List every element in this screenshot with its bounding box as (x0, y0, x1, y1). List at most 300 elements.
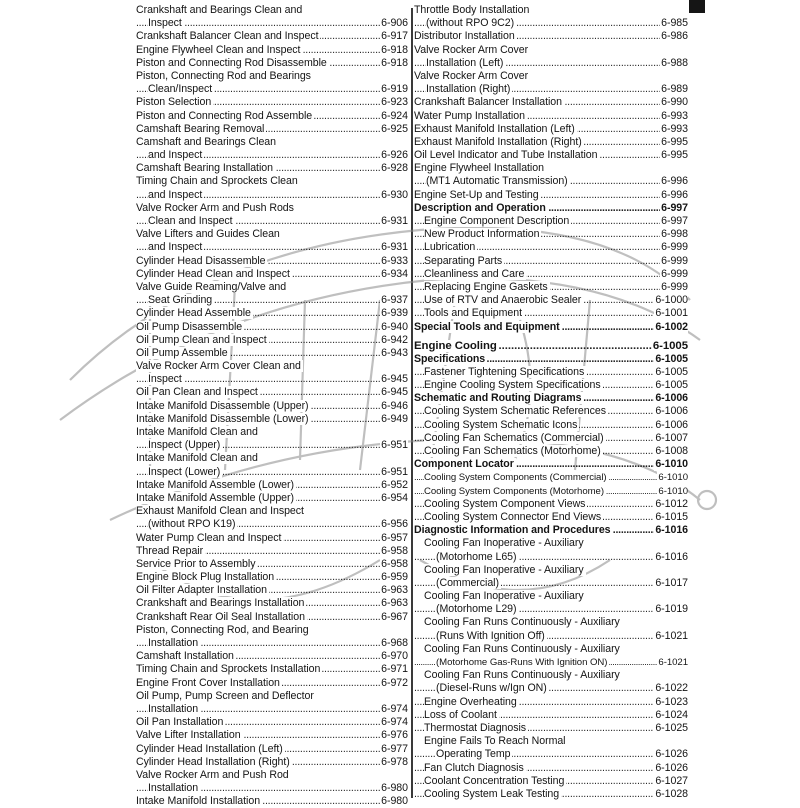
toc-entry-title: Cooling System Leak Testing (424, 787, 560, 800)
toc-entry-title: (MT1 Automatic Transmission) (426, 175, 568, 188)
toc-entry-title: Component Locator (414, 458, 514, 471)
toc-page-number: 6-988 (661, 56, 688, 69)
toc-entry (414, 590, 688, 603)
toc-entry (414, 458, 688, 471)
toc-entry (414, 577, 688, 590)
toc-entry-title: Oil Pan Clean and Inspect (136, 386, 258, 399)
toc-entry (136, 96, 408, 109)
toc-page-number: 6-1019 (655, 603, 688, 616)
toc-entry (136, 426, 408, 439)
toc-entry-title: Piston, Connecting Rod, and Bearing (136, 623, 309, 636)
toc-page-number: 6-945 (381, 373, 408, 386)
toc-entry (414, 735, 688, 748)
toc-left-column (136, 4, 408, 808)
toc-entry-title: Water Pump Installation (414, 109, 525, 122)
toc-entry-title: Installation (148, 702, 199, 715)
toc-entry (136, 466, 408, 479)
toc-entry (136, 532, 408, 545)
toc-entry-title: Valve Lifters and Guides Clean (136, 228, 280, 241)
toc-entry (414, 110, 688, 123)
toc-entry-title: Piston and Connecting Rod Assemble (136, 109, 313, 122)
toc-entry (136, 690, 408, 703)
toc-entry-title: Specifications (414, 352, 486, 365)
toc-entry (414, 96, 688, 109)
toc-entry-title: Engine Component Description (424, 215, 570, 227)
toc-page-number: 6-1028 (655, 787, 688, 800)
toc-page-number: 6-968 (381, 637, 408, 649)
toc-entry (414, 4, 688, 17)
toc-entry (136, 782, 408, 795)
toc-entry-title: (Commercial) (436, 576, 499, 589)
toc-entry (414, 83, 688, 96)
toc-entry (136, 334, 408, 347)
toc-page-number: 6-943 (381, 346, 408, 359)
toc-entry-title: Engine Flywheel Installation (414, 162, 544, 175)
toc-entry (414, 537, 688, 550)
toc-entry (414, 419, 688, 432)
toc-page-number: 6-970 (381, 650, 408, 663)
toc-entry (414, 511, 688, 524)
toc-page-number: 6-931 (381, 215, 408, 227)
toc-entry (414, 616, 688, 629)
toc-entry-title: Inspect (Upper) (148, 439, 221, 452)
toc-entry-title: Intake Manifold Clean and (136, 426, 258, 438)
toc-page-number: 6-919 (381, 83, 408, 96)
toc-entry (414, 70, 688, 83)
toc-page-number: 6-937 (381, 294, 408, 307)
toc-page-number: 6-1022 (655, 682, 688, 695)
toc-page-number: 6-998 (661, 228, 688, 241)
toc-page-number: 6-1008 (655, 445, 688, 457)
toc-entry-title: Engine Set-Up and Testing (414, 188, 539, 201)
toc-entry (136, 360, 408, 373)
toc-entry-title: Inspect (148, 17, 182, 30)
toc-entry (136, 505, 408, 518)
toc-page-number: 6-985 (661, 17, 688, 30)
toc-entry-title: Valve Guide Reaming/Valve and (136, 280, 287, 293)
toc-page-number: 6-967 (381, 610, 408, 623)
toc-entry (136, 57, 408, 70)
toc-entry-title: Engine Flywheel Clean and Inspect (136, 43, 301, 56)
toc-page-number: 6-918 (381, 56, 408, 69)
toc-page-number: 6-989 (661, 83, 688, 96)
toc-entry-title: Cleanliness and Care (424, 267, 525, 280)
toc-page-number: 6-939 (381, 307, 408, 320)
toc-entry-title: Intake Manifold Disassemble (Lower) (136, 412, 309, 425)
toc-page-number: 6-1017 (655, 576, 688, 589)
toc-page-number: 6-1007 (655, 431, 688, 444)
toc-page-number: 6-942 (381, 333, 408, 346)
toc-entry (414, 748, 688, 761)
toc-entry-title: Timing Chain and Sprockets Installation (136, 663, 321, 676)
toc-entry (414, 353, 688, 366)
toc-entry-title: Cooling Fan Runs Continuously - Auxiliary (424, 642, 620, 655)
toc-entry (136, 571, 408, 584)
toc-page-number: 6-990 (661, 96, 688, 109)
toc-entry (136, 584, 408, 597)
toc-entry (414, 432, 688, 445)
toc-entry-title: Installation (Right) (426, 83, 511, 96)
toc-entry-title: Camshaft Bearing Installation (136, 162, 273, 175)
toc-entry-title: Engine Block Plug Installation (136, 571, 275, 584)
toc-page-number: 6-1016 (655, 550, 688, 563)
toc-page-number: 6-995 (661, 149, 688, 162)
toc-entry-title: Service Prior to Assembly (136, 557, 256, 570)
toc-entry-title: Cooling System Schematic Icons (424, 418, 578, 431)
toc-entry (136, 545, 408, 558)
toc-entry (414, 788, 688, 801)
toc-entry-title: Camshaft and Bearings Clean (136, 135, 276, 148)
toc-entry (414, 696, 688, 709)
toc-page-number: 6-993 (661, 109, 688, 122)
toc-page-number: 6-946 (381, 399, 408, 412)
toc-page-number: 6-999 (661, 254, 688, 267)
toc-entry (414, 392, 688, 405)
toc-page-number: 6-925 (381, 122, 408, 135)
toc-page-number: 6-928 (381, 162, 408, 175)
toc-entry-title: Crankshaft Balancer Clean and Inspect (136, 30, 319, 43)
toc-entry (136, 769, 408, 782)
toc-entry (414, 44, 688, 57)
toc-page-number: 6-951 (381, 465, 408, 478)
toc-entry (414, 722, 688, 735)
toc-entry-title: Cooling Fan Inoperative - Auxiliary (424, 537, 584, 550)
toc-page-number: 6-1021 (658, 657, 688, 668)
toc-entry (136, 729, 408, 742)
toc-entry (414, 162, 688, 175)
toc-page-number: 6-978 (381, 755, 408, 768)
toc-entry-title: (Runs With Ignition Off) (436, 629, 545, 642)
toc-entry (136, 637, 408, 650)
toc-entry (136, 650, 408, 663)
toc-entry-title: (Motorhome Gas-Runs With Ignition ON) (436, 657, 608, 668)
toc-entry (136, 175, 408, 188)
toc-page-number: 6-1012 (655, 497, 688, 510)
toc-page-number: 6-933 (381, 254, 408, 267)
toc-page-number: 6-1001 (655, 307, 688, 320)
toc-page-number: 6-1010 (658, 472, 688, 484)
toc-entry (414, 228, 688, 241)
toc-entry-title: Engine Fails To Reach Normal (424, 735, 566, 748)
toc-page-number: 6-949 (381, 412, 408, 425)
toc-entry (136, 795, 408, 808)
toc-page-number: 6-999 (661, 280, 688, 293)
toc-entry-title: Cylinder Head Clean and Inspect (136, 267, 290, 280)
toc-entry (414, 682, 688, 695)
toc-entry-title: Intake Manifold Assemble (Upper) (136, 491, 294, 504)
toc-entry (136, 492, 408, 505)
toc-entry (136, 400, 408, 413)
toc-entry (136, 386, 408, 399)
toc-entry (414, 551, 688, 564)
toc-entry (414, 379, 688, 392)
toc-entry-title: Installation (148, 782, 199, 795)
toc-entry-title: Fastener Tightening Specifications (424, 365, 585, 378)
toc-page-number: 6-924 (381, 109, 408, 122)
toc-entry (136, 307, 408, 320)
toc-entry-title: Fan Clutch Diagnosis (424, 761, 524, 774)
toc-page-number: 6-957 (381, 531, 408, 544)
toc-entry (136, 479, 408, 492)
toc-entry-title: Exhaust Manifold Installation (Left) (414, 122, 575, 135)
toc-entry-title: Throttle Body Installation (414, 4, 530, 16)
toc-entry (136, 663, 408, 676)
toc-page-number: 6-980 (381, 795, 408, 808)
toc-entry (136, 17, 408, 30)
toc-entry (136, 123, 408, 136)
toc-entry (136, 347, 408, 360)
toc-entry (414, 339, 688, 353)
toc-entry-title: Distributor Installation (414, 30, 515, 43)
toc-page-number: 6-997 (661, 201, 688, 214)
toc-page-number: 6-980 (381, 782, 408, 795)
toc-entry-title: Valve Rocker Arm and Push Rods (136, 201, 294, 214)
toc-page-number: 6-952 (381, 478, 408, 491)
toc-page-number: 6-996 (661, 175, 688, 188)
toc-entry-title: and Inspect (148, 149, 203, 162)
toc-entry (136, 215, 408, 228)
toc-page-number: 6-1025 (655, 721, 688, 734)
toc-entry-title: Valve Rocker Arm Cover (414, 69, 529, 82)
toc-entry (136, 439, 408, 452)
toc-entry-title: Valve Rocker Arm Cover Clean and (136, 360, 301, 373)
toc-page-number: 6-1005 (655, 365, 688, 378)
toc-page-number: 6-959 (381, 571, 408, 584)
toc-entry-title: (Diesel-Runs w/Ign ON) (436, 682, 547, 695)
toc-page-number: 6-1016 (655, 524, 688, 537)
toc-entry-title: Description and Operation (414, 201, 546, 214)
toc-entry-title: Cooling Fan Inoperative - Auxiliary (424, 590, 584, 603)
toc-entry-title: Thermostat Diagnosis (424, 721, 527, 734)
toc-entry (414, 175, 688, 188)
toc-entry (414, 762, 688, 775)
toc-entry (136, 716, 408, 729)
toc-page-number: 6-1027 (655, 774, 688, 787)
toc-entry-title: Cooling System Components (Motorhome) (424, 485, 604, 497)
toc-entry-title: Oil Pump Assemble (136, 346, 228, 359)
toc-entry (136, 413, 408, 426)
toc-entry (136, 558, 408, 571)
toc-entry (136, 44, 408, 57)
toc-page-number: 6-1015 (655, 510, 688, 523)
toc-entry-title: Valve Rocker Arm Cover (414, 43, 529, 56)
toc-entry (136, 110, 408, 123)
toc-entry (414, 709, 688, 722)
toc-entry (414, 57, 688, 70)
toc-entry (136, 228, 408, 241)
toc-entry (136, 189, 408, 202)
toc-entry (136, 624, 408, 637)
toc-entry-title: Intake Manifold Clean and (136, 452, 258, 465)
toc-page-number: 6-958 (381, 557, 408, 570)
toc-page-number: 6-963 (381, 597, 408, 610)
toc-page-number: 6-1026 (655, 748, 688, 761)
toc-page-number: 6-977 (381, 742, 408, 755)
column-divider (411, 8, 413, 798)
toc-entry (414, 524, 688, 537)
toc-page-number: 6-1024 (655, 708, 688, 721)
toc-entry (136, 611, 408, 624)
toc-entry-title: Intake Manifold Disassemble (Upper) (136, 399, 309, 412)
toc-entry (136, 241, 408, 254)
toc-entry-title: Cylinder Head Disassemble (136, 254, 266, 267)
toc-entry (136, 321, 408, 334)
toc-entry-title: (without RPO K19) (148, 518, 236, 531)
toc-page-number: 6-1002 (655, 320, 688, 333)
toc-entry-title: Installation (Left) (426, 56, 504, 69)
toc-page-number: 6-993 (661, 122, 688, 135)
toc-page-number: 6-1010 (655, 458, 688, 471)
toc-entry-title: Engine Cooling System Specifications (424, 379, 601, 392)
toc-page-number: 6-1023 (655, 695, 688, 708)
toc-entry-title: Cylinder Head Installation (Left) (136, 742, 283, 755)
toc-entry (136, 756, 408, 769)
toc-page-number: 6-963 (381, 584, 408, 597)
toc-entry (414, 321, 688, 334)
toc-entry-title: Exhaust Manifold Installation (Right) (414, 135, 582, 148)
toc-entry-title: Timing Chain and Sprockets Clean (136, 175, 298, 188)
toc-page-number: 6-1026 (655, 761, 688, 774)
toc-entry-title: (Motorhome L65) (436, 550, 517, 563)
toc-entry-title: Cooling Fan Runs Continuously - Auxiliary (424, 669, 620, 682)
toc-page-number: 6-995 (661, 135, 688, 148)
toc-page-number: 6-999 (661, 267, 688, 280)
toc-entry (136, 149, 408, 162)
toc-entry-title: Intake Manifold Installation (136, 795, 261, 808)
toc-page-number: 6-972 (381, 676, 408, 689)
toc-entry (414, 202, 688, 215)
toc-entry-title: Schematic and Routing Diagrams (414, 392, 582, 405)
toc-entry-title: Lubrication (424, 241, 476, 254)
toc-entry-title: Piston and Connecting Rod Disassemble (136, 56, 327, 69)
toc-page-number: 6-1006 (655, 418, 688, 431)
toc-entry-title: Cooling Fan Schematics (Motorhome) (424, 445, 601, 457)
toc-entry-title: Cooling System Component Views (424, 497, 586, 510)
toc-entry-title: Camshaft Installation (136, 650, 234, 663)
toc-page-number: 6-974 (381, 702, 408, 715)
toc-page-number: 6-940 (381, 320, 408, 333)
toc-entry (414, 603, 688, 616)
toc-page-number: 6-971 (381, 663, 408, 676)
toc-page-number: 6-934 (381, 267, 408, 280)
toc-entry-title: and Inspect (148, 188, 203, 201)
toc-entry-title: Oil Pump, Pump Screen and Deflector (136, 689, 314, 702)
toc-entry-title: New Product Information (424, 228, 540, 241)
toc-page-number: 6-1006 (655, 392, 688, 405)
toc-entry-title: Cooling Fan Inoperative - Auxiliary (424, 563, 584, 576)
toc-page-number: 6-986 (661, 30, 688, 43)
toc-page-number: 6-1021 (655, 629, 688, 642)
toc-entry-title: and Inspect (148, 241, 203, 254)
toc-entry (136, 677, 408, 690)
toc-entry (136, 373, 408, 386)
toc-entry (414, 123, 688, 136)
toc-entry (136, 30, 408, 43)
toc-entry-title: Operating Temp (436, 748, 511, 761)
toc-entry (414, 564, 688, 577)
toc-entry-title: Oil Filter Adapter Installation (136, 584, 267, 597)
toc-page-number: 6-926 (381, 149, 408, 162)
toc-entry (414, 189, 688, 202)
toc-entry-title: Water Pump Clean and Inspect (136, 531, 282, 544)
toc-entry (414, 366, 688, 379)
toc-entry-title: Cooling System Components (Commercial) (424, 472, 607, 484)
toc-page-number: 6-999 (661, 241, 688, 254)
toc-entry (414, 17, 688, 30)
toc-page-number: 6-958 (381, 544, 408, 557)
toc-entry-title: Engine Overheating (424, 695, 517, 708)
toc-entry-title: Crankshaft and Bearings Clean and (136, 4, 303, 16)
toc-entry-title: Oil Pump Disassemble (136, 320, 243, 333)
toc-entry (136, 136, 408, 149)
toc-entry (414, 485, 688, 498)
toc-entry (136, 597, 408, 610)
toc-entry-title: Crankshaft Balancer Installation (414, 96, 562, 109)
toc-entry-title: Piston, Connecting Rod and Bearings (136, 69, 311, 82)
toc-entry (414, 405, 688, 418)
toc-entry-title: Clean/Inspect (148, 83, 213, 96)
toc-page-number: 6-1005 (655, 352, 688, 365)
toc-entry (136, 83, 408, 96)
toc-entry-title: Cooling System Connector End Views (424, 510, 602, 523)
toc-entry-title: Oil Pump Clean and Inspect (136, 333, 267, 346)
toc-entry-title: (without RPO 9C2) (426, 17, 515, 30)
toc-entry (414, 30, 688, 43)
toc-entry (414, 669, 688, 682)
toc-entry-title: Inspect (148, 373, 182, 386)
toc-entry (136, 70, 408, 83)
toc-entry-title: Cooling Fan Schematics (Commercial) (424, 431, 604, 444)
toc-entry (136, 268, 408, 281)
toc-page-number: 6-906 (381, 17, 408, 30)
toc-page-number: 6-917 (381, 30, 408, 43)
toc-entry-title: Seat Grinding (148, 294, 213, 307)
toc-entry (136, 4, 408, 17)
toc-right-column (414, 4, 688, 801)
toc-entry (414, 294, 688, 307)
toc-entry-title: Separating Parts (424, 254, 503, 267)
toc-page-number: 6-923 (381, 96, 408, 109)
toc-entry (414, 268, 688, 281)
toc-entry (414, 241, 688, 254)
toc-entry (414, 643, 688, 656)
toc-entry-title: Use of RTV and Anaerobic Sealer (424, 294, 582, 307)
toc-page-number: 6-996 (661, 188, 688, 201)
toc-entry (414, 149, 688, 162)
toc-entry (136, 281, 408, 294)
toc-entry-title: Cooling System Schematic References (424, 405, 606, 418)
toc-entry-title: Diagnostic Information and Procedures (414, 524, 611, 537)
toc-entry-title: Valve Rocker Arm and Push Rod (136, 768, 289, 781)
toc-entry (414, 630, 688, 643)
toc-entry (414, 281, 688, 294)
toc-entry-title: Cylinder Head Assemble (136, 307, 251, 320)
toc-entry-title: Valve Lifter Installation (136, 729, 241, 742)
toc-page-number: 6-951 (381, 439, 408, 452)
toc-page-number: 6-1000 (655, 294, 688, 307)
toc-entry (136, 202, 408, 215)
toc-entry-title: Engine Cooling (414, 339, 497, 352)
toc-entry (136, 743, 408, 756)
toc-entry (414, 471, 688, 484)
corner-mark (689, 0, 705, 13)
toc-entry (414, 445, 688, 458)
toc-page-number: 6-945 (381, 386, 408, 399)
toc-entry (136, 452, 408, 465)
toc-page-number: 6-1010 (658, 485, 688, 497)
toc-entry-title: Special Tools and Equipment (414, 320, 560, 333)
toc-entry-title: Piston Selection (136, 96, 212, 109)
